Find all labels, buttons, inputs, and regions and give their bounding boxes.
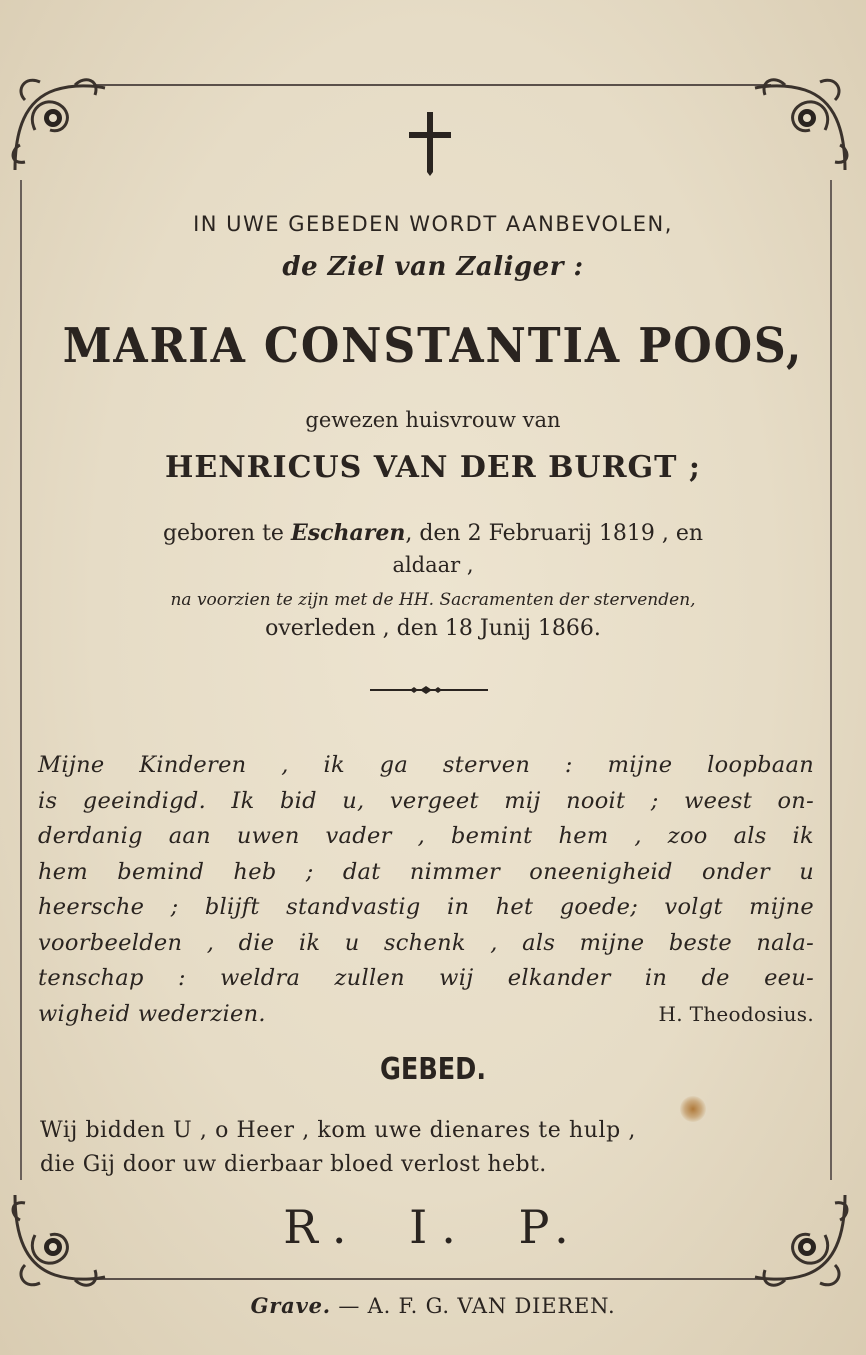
- birth-line-2: aldaar ,: [392, 553, 474, 577]
- printer-line: [30, 1293, 836, 1318]
- rip-line: R. I. P.: [283, 1200, 583, 1254]
- prayer-line: Wij bidden U , o Heer , kom uwe dienares te hulp ,: [40, 1118, 637, 1143]
- printer-name: — A. F. G. VAN DIEREN.: [330, 1294, 616, 1318]
- quote-line: derdanig aan uwen vader , bemint hem , zoo als ik: [38, 823, 814, 849]
- quote-line: heersche ; blijft standvastig in het goede; volgt mijne: [38, 894, 814, 920]
- deceased-name: MARIA CONSTANTIA POOS,: [62, 318, 804, 374]
- birth-date: , den 2 Februarij 1819 , en: [405, 521, 704, 546]
- birth-prefix: geboren te: [162, 521, 284, 546]
- divider-ornament-icon: [368, 684, 490, 696]
- frame-bottom-rule: [95, 1278, 771, 1280]
- birth-line: [30, 520, 836, 546]
- farewell-quote: [38, 748, 814, 1032]
- printer-place: Grave.: [250, 1293, 331, 1318]
- relation-line: gewezen huisvrouw van: [305, 408, 561, 432]
- quote-line: is geeindigd. Ik bid u, vergeet mij nooit ; weest on-: [38, 787, 814, 814]
- prayer-line: die Gij door uw dierbaar bloed verlost hebt.: [40, 1152, 547, 1177]
- soul-line: de Ziel van Zaliger :: [282, 252, 584, 282]
- quote-line: tenschap : weldra zullen wij elkander in de eeu-: [38, 965, 814, 991]
- frame-right-rule: [830, 180, 832, 1180]
- frame-left-rule: [20, 180, 22, 1180]
- corner-ornament-icon: [745, 70, 855, 180]
- prayer-title: GEBED.: [379, 1052, 487, 1087]
- quote-line: Mijne Kinderen , ik ga sterven : mijne loopbaan: [38, 752, 814, 778]
- cross-icon: [405, 108, 455, 178]
- quote-line: voorbeelden , die ik u schenk , als mijne beste nala-: [38, 929, 814, 956]
- quote-line: hem bemind heb ; dat nimmer oneenigheid onder u: [38, 858, 814, 885]
- frame-top-rule: [95, 84, 771, 86]
- quote-last-text: wigheid wederzien.: [38, 1000, 266, 1027]
- quote-last-line: [38, 997, 814, 1033]
- corner-ornament-icon: [5, 70, 115, 180]
- husband-name: HENRICUS VAN DER BURGT ;: [164, 450, 701, 485]
- death-line: overleden , den 18 Junij 1866.: [265, 616, 601, 641]
- quote-attribution: H. Theodosius.: [658, 1001, 814, 1026]
- birth-place: Escharen: [290, 520, 406, 546]
- header-line: IN UWE GEBEDEN WORDT AANBEVOLEN,: [193, 212, 673, 236]
- paper-stain: [680, 1096, 706, 1122]
- sacraments-line: na voorzien te zijn met de HH. Sacramenten der stervenden,: [170, 590, 696, 610]
